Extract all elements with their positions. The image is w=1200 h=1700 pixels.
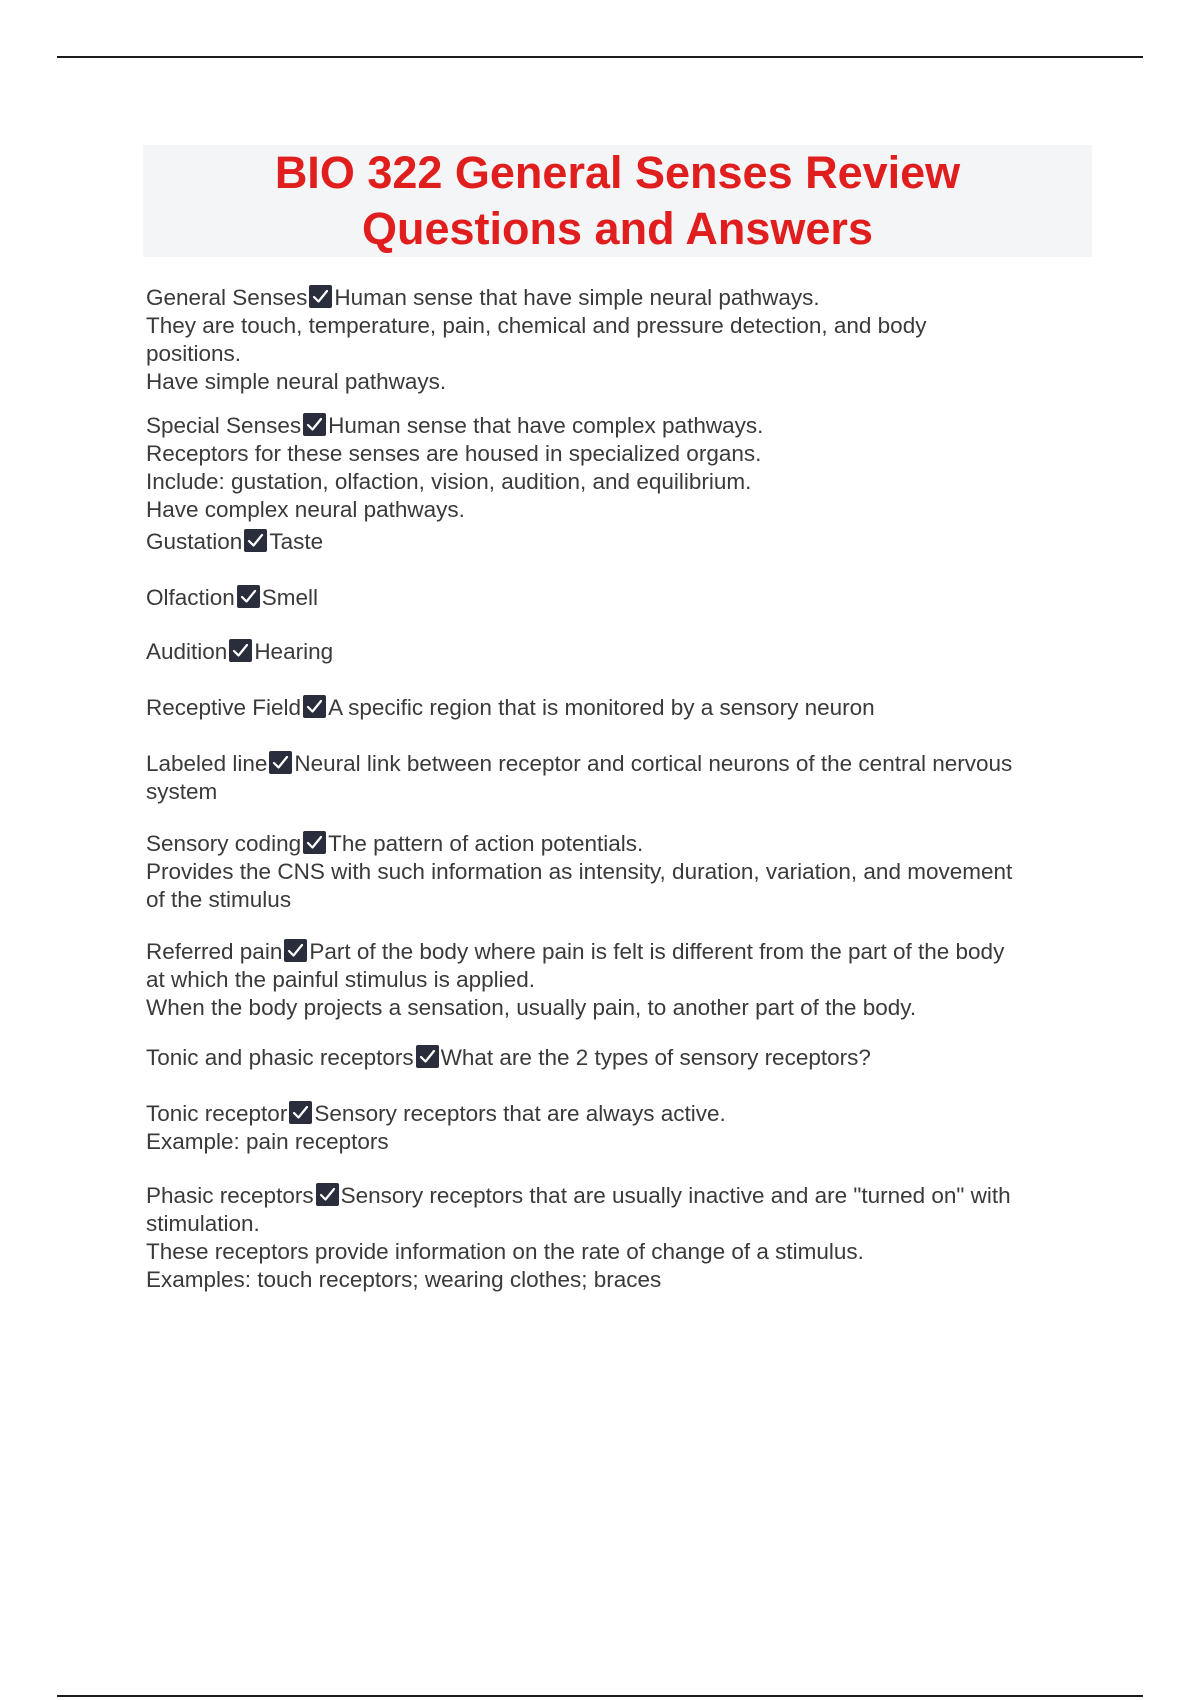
qa-entry [146, 830, 1012, 914]
qa-answer-start: Sensory receptors that are always active. [314, 1101, 726, 1126]
qa-term: Olfaction [146, 585, 235, 610]
qa-answer-line: Have complex neural pathways. [146, 497, 465, 522]
qa-term: Audition [146, 639, 228, 664]
top-divider [57, 56, 1143, 58]
qa-term: Sensory coding [146, 831, 302, 856]
qa-answer-line: at which the painful stimulus is applied. [146, 967, 535, 992]
qa-answer-line: Receptors for these senses are housed in specialized organs. [146, 441, 762, 466]
qa-entry-first-line [146, 938, 1004, 966]
qa-answer-start: Part of the body where pain is felt is different from the part of the body [309, 939, 1005, 964]
qa-term: Phasic receptors [146, 1183, 314, 1208]
qa-entry [146, 750, 1012, 806]
check-mark-icon [303, 413, 326, 436]
document-title-line-2: Questions and Answers [362, 203, 873, 254]
qa-answer-line: They are touch, temperature, pain, chemical and pressure detection, and body [146, 313, 927, 338]
qa-term: Gustation [146, 529, 243, 554]
qa-answer-line: Include: gustation, olfaction, vision, audition, and equilibrium. [146, 469, 752, 494]
qa-entry-first-line [146, 1100, 726, 1128]
qa-answer-start: Hearing [254, 639, 334, 664]
qa-answer-start: A specific region that is monitored by a sensory neuron [328, 695, 875, 720]
check-mark-icon [303, 695, 326, 718]
qa-answer-start: Neural link between receptor and cortical neurons of the central nervous [294, 751, 1013, 776]
check-mark-icon [416, 1045, 439, 1068]
document-title-banner [143, 145, 1092, 257]
qa-entry-first-line [146, 638, 333, 666]
qa-answer-line: Provides the CNS with such information as intensity, duration, variation, and movement [146, 859, 1013, 884]
qa-entry [146, 1044, 871, 1072]
qa-answer-start: Taste [269, 529, 324, 554]
check-mark-icon [289, 1101, 312, 1124]
qa-answer-line: Have simple neural pathways. [146, 369, 447, 394]
qa-entry [146, 1100, 726, 1156]
qa-answer-start: Human sense that have complex pathways. [328, 413, 764, 438]
qa-term: Labeled line [146, 751, 268, 776]
qa-entry-first-line [146, 750, 1012, 778]
document-title-line-1: BIO 322 General Senses Review [274, 147, 961, 198]
qa-entry-first-line [146, 528, 323, 556]
qa-answer-line: When the body projects a sensation, usually pain, to another part of the body. [146, 995, 917, 1020]
qa-entry [146, 638, 333, 666]
qa-entry-first-line [146, 1044, 871, 1072]
check-mark-icon [237, 585, 260, 608]
check-mark-icon [244, 529, 267, 552]
qa-entry [146, 284, 926, 396]
qa-term: Referred pain [146, 939, 283, 964]
qa-answer-line: These receptors provide information on the rate of change of a stimulus. [146, 1239, 864, 1264]
qa-answer-line: positions. [146, 341, 242, 366]
check-mark-icon [229, 639, 252, 662]
check-mark-icon [269, 751, 292, 774]
qa-entry [146, 412, 763, 524]
qa-term: General Senses [146, 285, 308, 310]
qa-answer-start: What are the 2 types of sensory receptors? [440, 1045, 871, 1070]
qa-answer-start: The pattern of action potentials. [328, 831, 644, 856]
qa-term: Tonic receptor [146, 1101, 288, 1126]
qa-entry-first-line [146, 584, 318, 612]
qa-entry [146, 1182, 1011, 1294]
qa-entry-first-line [146, 284, 926, 312]
check-mark-icon [316, 1183, 339, 1206]
qa-entry-first-line [146, 694, 875, 722]
qa-entry [146, 584, 318, 612]
qa-entry-first-line [146, 1182, 1011, 1210]
qa-answer-line: Example: pain receptors [146, 1129, 389, 1154]
qa-answer-start: Human sense that have simple neural pathways. [334, 285, 820, 310]
qa-entry-first-line [146, 830, 1012, 858]
qa-answer-line: Examples: touch receptors; wearing clothes; braces [146, 1267, 662, 1292]
qa-entry [146, 694, 875, 722]
qa-answer-line: of the stimulus [146, 887, 292, 912]
check-mark-icon [284, 939, 307, 962]
check-mark-icon [309, 285, 332, 308]
qa-term: Special Senses [146, 413, 302, 438]
qa-term: Receptive Field [146, 695, 302, 720]
qa-entry-first-line [146, 412, 763, 440]
qa-answer-start: Sensory receptors that are usually inactive and are "turned on" with [340, 1183, 1011, 1208]
qa-answer-line: system [146, 779, 218, 804]
bottom-divider [57, 1695, 1143, 1697]
qa-answer-start: Smell [261, 585, 319, 610]
qa-entry [146, 528, 323, 556]
qa-answer-line: stimulation. [146, 1211, 260, 1236]
check-mark-icon [303, 831, 326, 854]
qa-term: Tonic and phasic receptors [146, 1045, 414, 1070]
qa-entry [146, 938, 1004, 1022]
